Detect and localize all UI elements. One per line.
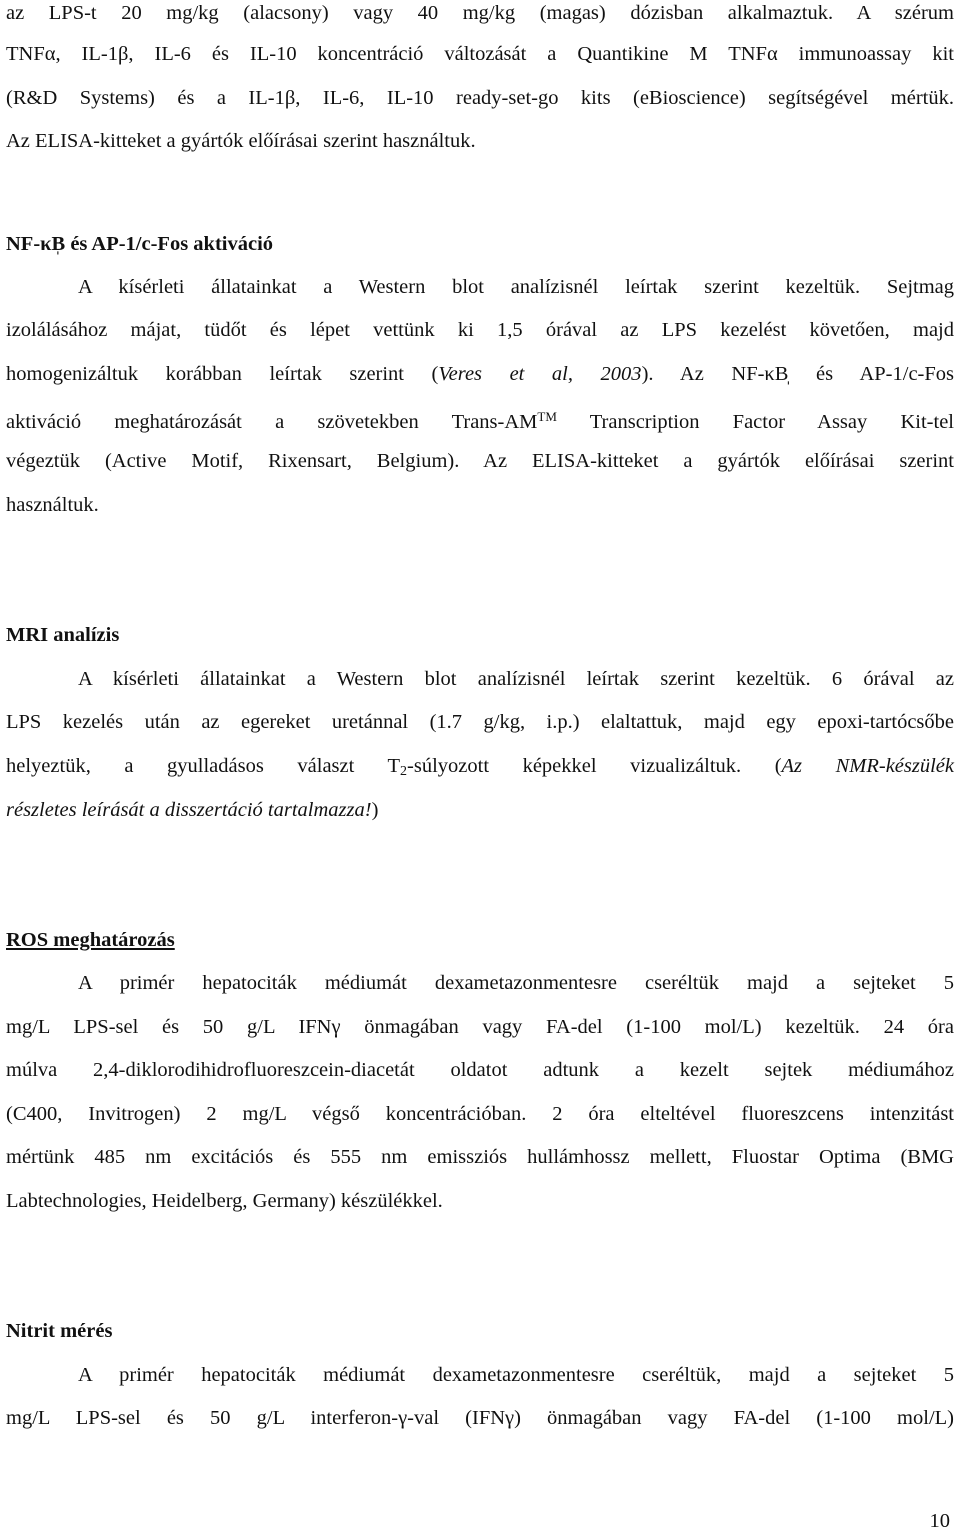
nfkb-line-5: végeztük (Active Motif, Rixensart, Belgium). Az ELISA-kitteket a gyártók előírásai szerint: [6, 450, 954, 472]
mri-line-2: LPS kezelés után az egereket uretánnal (1.7 g/kg, i.p.) elaltattuk, majd egy epoxi-tartócsőbe: [6, 711, 954, 733]
ros-line-2: mg/L LPS-sel és 50 g/L IFNγ önmagában vagy FA-del (1-100 mol/L) kezeltük. 24 óra: [6, 1016, 954, 1038]
mri-note-start: Az NMR-készülék: [781, 755, 954, 777]
intro-line-3: (R&D Systems) és a IL-1β, IL-6, IL-10 ready-set-go kits (eBioscience) segítségével mértük.: [6, 87, 954, 109]
nfkb-line-3-text: homogenizáltuk korábban leírtak szerint (: [6, 363, 439, 385]
page-number: 10: [929, 1510, 950, 1532]
trademark: TM: [537, 409, 557, 424]
ros-line-1: A primér hepatociták médiumát dexametazonmentesre cseréltük majd a sejteket 5: [78, 972, 954, 994]
nitrit-heading: Nitrit mérés: [6, 1320, 113, 1342]
subscript: 2: [400, 764, 408, 779]
citation: Veres et al, 2003: [438, 363, 642, 385]
ros-line-5: mértünk 485 nm excitációs és 555 nm emissziós hullámhossz mellett, Fluostar Optima (BMG: [6, 1146, 954, 1168]
nfkb-line-3-rest: ). Az NF-κB̩ és AP-1/c-Fos: [641, 363, 954, 385]
mri-line-3-rest: -súlyozott képekkel vizualizáltuk. (: [407, 755, 782, 777]
mri-line-4: [6, 797, 954, 823]
nfkb-line-4-text: aktiváció meghatározását a szövetekben Trans-AM: [6, 411, 538, 433]
intro-line-4: Az ELISA-kitteket a gyártók előírásai szerint használtuk.: [6, 130, 476, 152]
mri-note: részletes leírását a disszertáció tartalmazza!: [6, 799, 372, 821]
intro-line-1: az LPS-t 20 mg/kg (alacsony) vagy 40 mg/kg (magas) dózisban alkalmaztuk. A szérum: [6, 2, 954, 24]
nfkb-line-4: [6, 404, 954, 435]
mri-note-close: ): [371, 799, 379, 821]
nfkb-line-6: használtuk.: [6, 494, 99, 516]
ros-line-3: múlva 2,4-diklorodihidrofluoreszcein-diacetát oldatot adtunk a kezelt sejtek médiumához: [6, 1059, 954, 1081]
ros-line-4: (C400, Invitrogen) 2 mg/L végső koncentrációban. 2 óra elteltével fluoreszcens intenzitást: [6, 1103, 954, 1125]
ros-heading: ROS meghatározás: [6, 929, 175, 951]
mri-line-3: [6, 753, 954, 785]
mri-line-3-text: helyeztük, a gyulladásos választ T: [6, 755, 401, 777]
nfkb-line-1: A kísérleti állatainkat a Western blot analízisnél leírtak szerint kezeltük. Sejtmag: [78, 276, 954, 298]
intro-line-2: TNFα, IL-1β, IL-6 és IL-10 koncentráció változását a Quantikine M TNFα immunoassay kit: [6, 43, 954, 65]
nitrit-line-1: A primér hepatociták médiumát dexametazonmentesre cseréltük, majd a sejteket 5: [78, 1364, 954, 1386]
ros-line-6: Labtechnologies, Heidelberg, Germany) készülékkel.: [6, 1190, 443, 1212]
nfkb-line-3: [6, 361, 954, 387]
mri-heading: MRI analízis: [6, 624, 120, 646]
nitrit-line-2: mg/L LPS-sel és 50 g/L interferon-γ-val (IFNγ) önmagában vagy FA-del (1-100 mol/L): [6, 1407, 954, 1429]
mri-line-1: A kísérleti állatainkat a Western blot analízisnél leírtak szerint kezeltük. 6 órával az: [78, 668, 954, 690]
nfkb-line-4-rest: Transcription Factor Assay Kit-tel: [556, 411, 954, 433]
nfkb-line-2: izolálásához májat, tüdőt és lépet vettünk ki 1,5 órával az LPS kezelést követően, majd: [6, 319, 954, 341]
nfkb-heading: NF-κB̩ és AP-1/c-Fos aktiváció: [6, 233, 274, 255]
